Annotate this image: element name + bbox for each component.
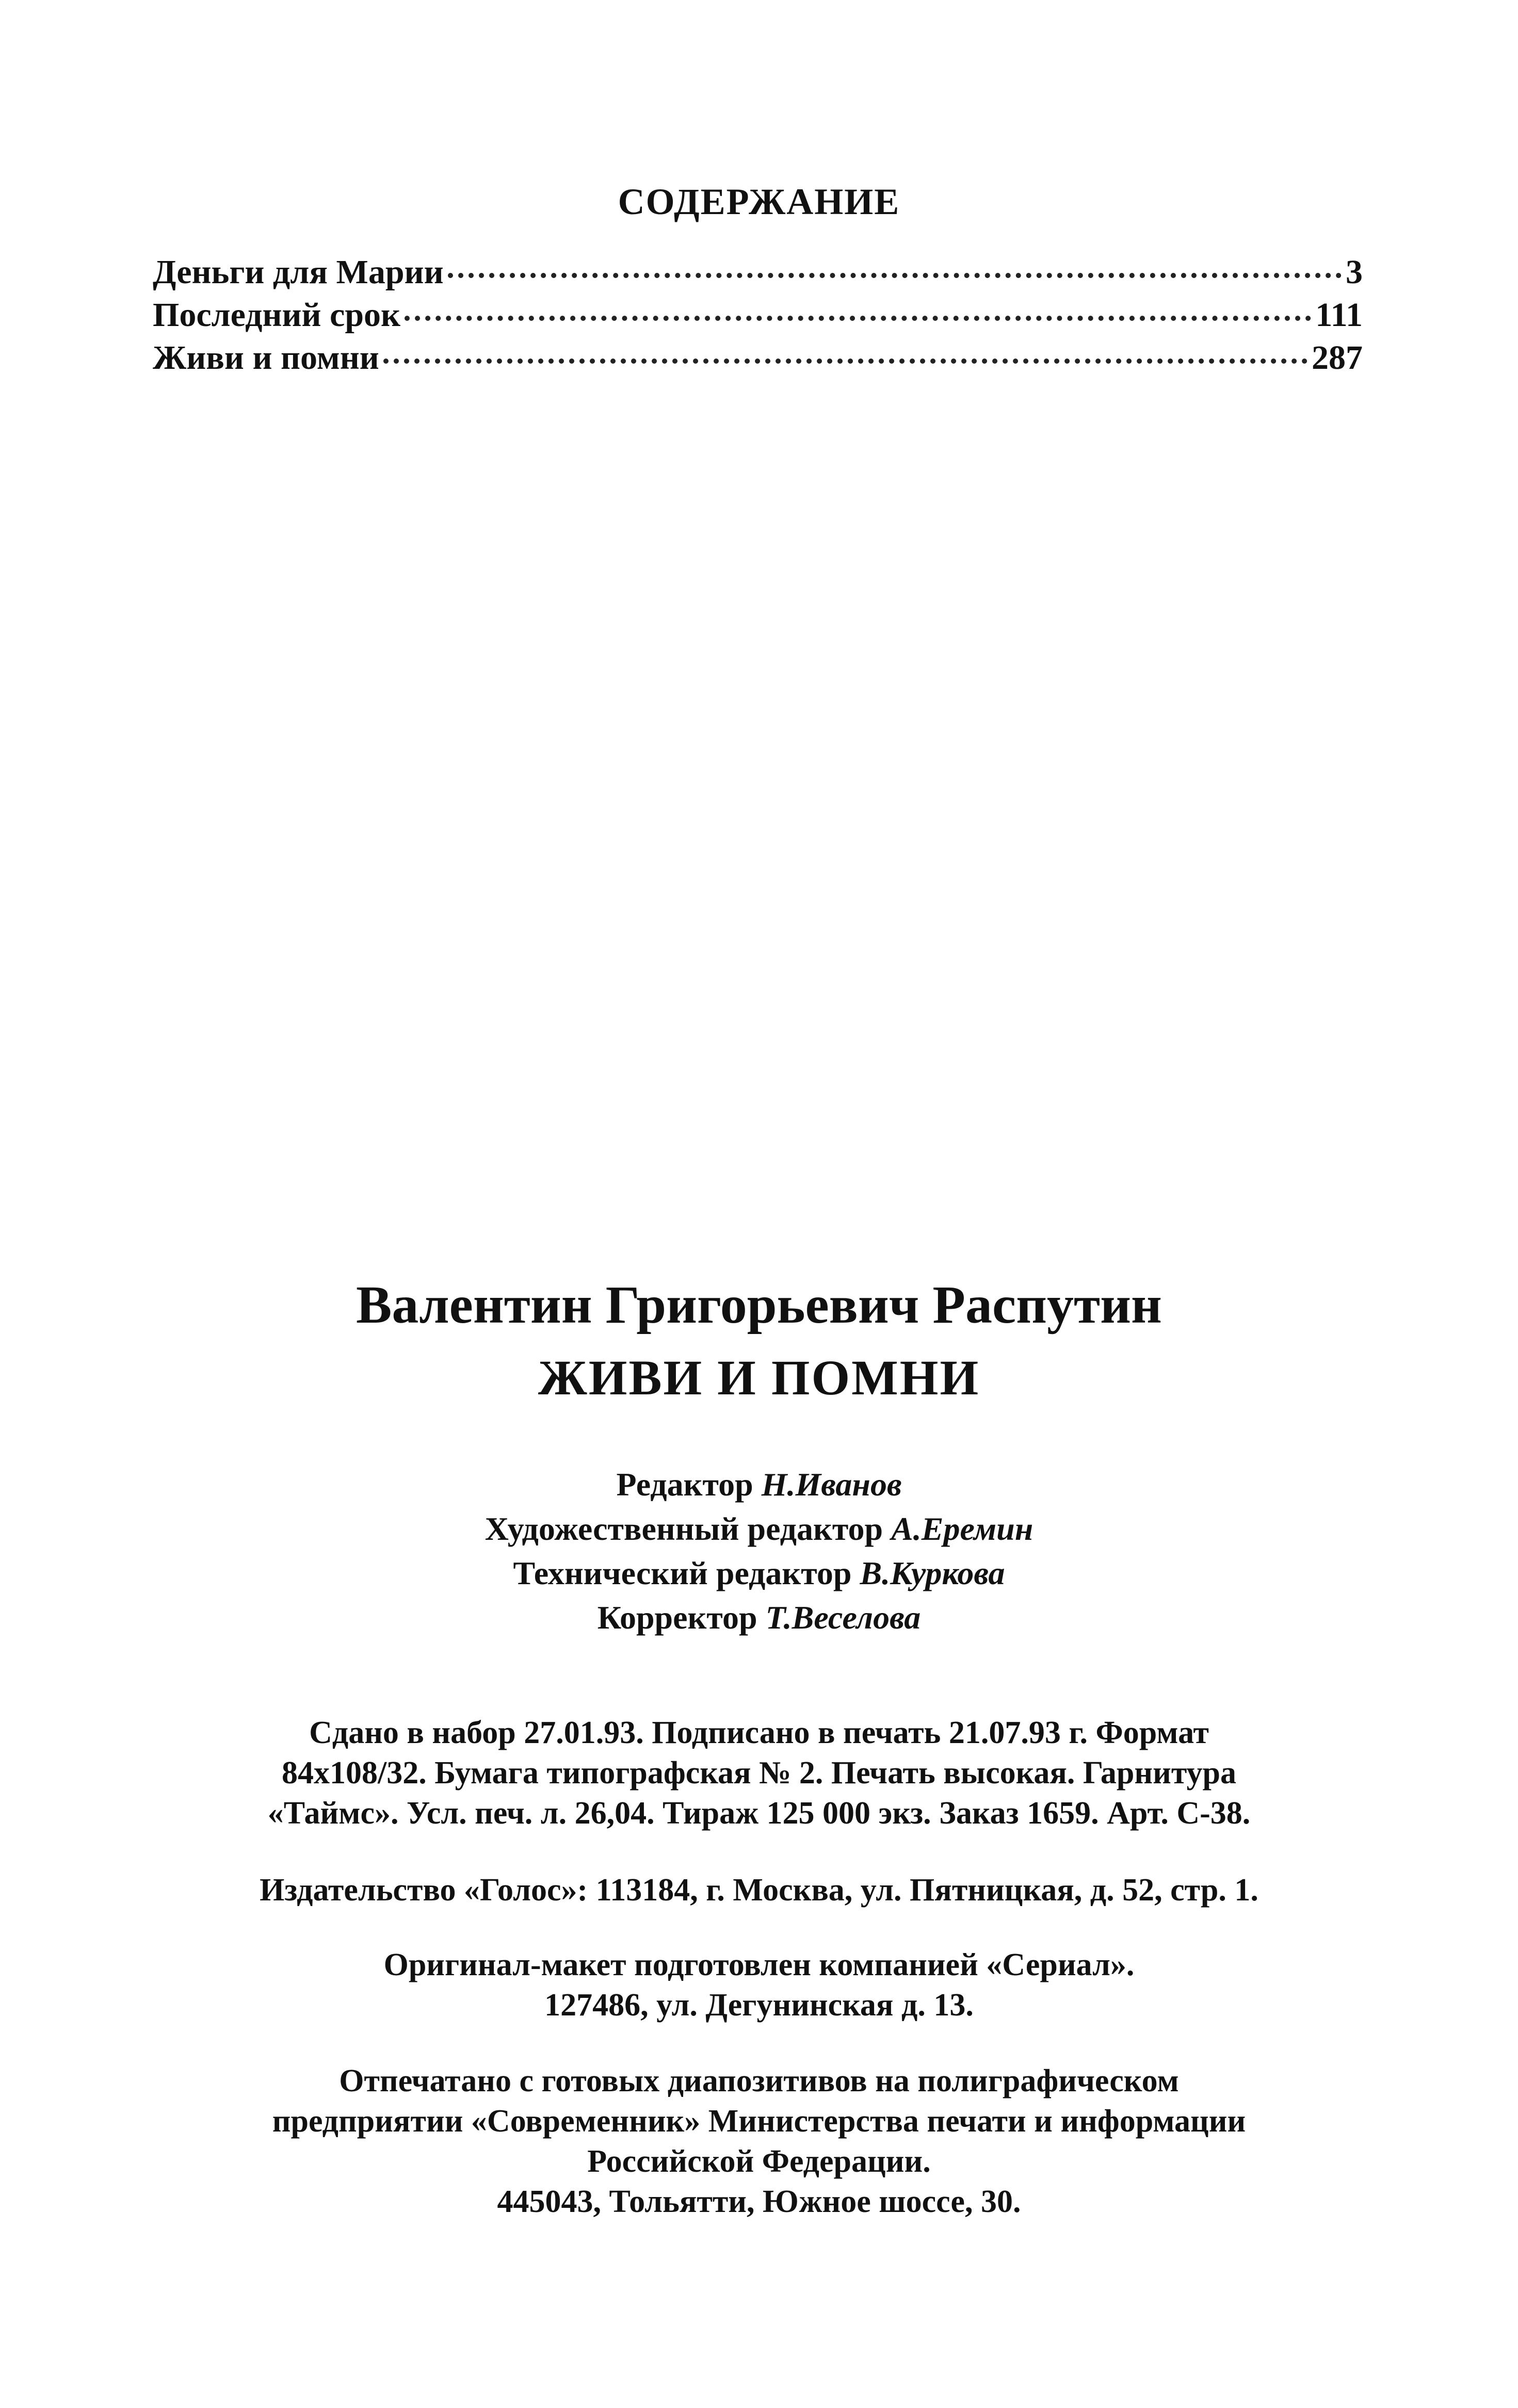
contents-item-page: 287: [1312, 339, 1363, 377]
printer-line: Российской Федерации.: [587, 2144, 931, 2179]
layout-line: Оригинал-макет подготовлен компанией «Сериал».: [383, 1947, 1135, 1982]
credit-role: Художественный редактор: [485, 1510, 883, 1547]
credit-person: В.Куркова: [860, 1555, 1005, 1591]
print-details: [0, 1713, 1518, 1833]
print-details-line: 84х108/32. Бумага типографская № 2. Печать высокая. Гарнитура: [282, 1755, 1236, 1791]
layout-info: [0, 1945, 1518, 2025]
publisher-info: [0, 1870, 1518, 1910]
credit-line: [0, 1462, 1518, 1507]
credit-line: [0, 1596, 1518, 1640]
contents-item: [153, 296, 1363, 338]
printer-line: 445043, Тольятти, Южное шоссе, 30.: [497, 2184, 1021, 2219]
contents-item-page: 111: [1315, 296, 1363, 334]
credit-line: [0, 1507, 1518, 1551]
contents-item: [153, 338, 1363, 381]
contents-item-page: 3: [1346, 253, 1363, 291]
book-title: ЖИВИ И ПОМНИ: [538, 1350, 980, 1405]
print-details-line: «Таймс». Усл. печ. л. 26,04. Тираж 125 000 экз. Заказ 1659. Арт. С-38.: [267, 1796, 1251, 1831]
print-details-line: Сдано в набор 27.01.93. Подписано в печать 21.07.93 г. Формат: [309, 1715, 1209, 1750]
contents-item-title: Живи и помни: [153, 339, 379, 377]
publisher-line: Издательство «Голос»: 113184, г. Москва, ул. Пятницкая, д. 52, стр. 1.: [260, 1873, 1258, 1908]
contents-list: [153, 253, 1363, 381]
author-name: Валентин Григорьевич Распутин: [356, 1275, 1162, 1335]
credit-role: Редактор: [616, 1466, 753, 1503]
dot-leader: [405, 316, 1311, 321]
layout-line: 127486, ул. Дегунинская д. 13.: [544, 1988, 974, 2023]
credit-person: Н.Иванов: [761, 1466, 902, 1503]
printer-info: [0, 2061, 1518, 2222]
dot-leader: [383, 359, 1307, 364]
credit-role: Корректор: [597, 1599, 757, 1636]
contents-item-title: Последний срок: [153, 296, 401, 334]
credit-person: Т.Веселова: [765, 1599, 921, 1636]
contents-heading: СОДЕРЖАНИЕ: [618, 181, 900, 222]
credit-line: [0, 1551, 1518, 1596]
printer-line: предприятии «Современник» Министерства печати и информации: [272, 2104, 1246, 2139]
contents-item-title: Деньги для Марии: [153, 253, 444, 291]
printer-line: Отпечатано с готовых диапозитивов на полиграфическом: [339, 2063, 1179, 2098]
credit-role: Технический редактор: [513, 1555, 852, 1591]
credits-block: [0, 1462, 1518, 1640]
dot-leader: [448, 273, 1342, 278]
credit-person: А.Еремин: [891, 1510, 1033, 1547]
contents-item: [153, 253, 1363, 296]
